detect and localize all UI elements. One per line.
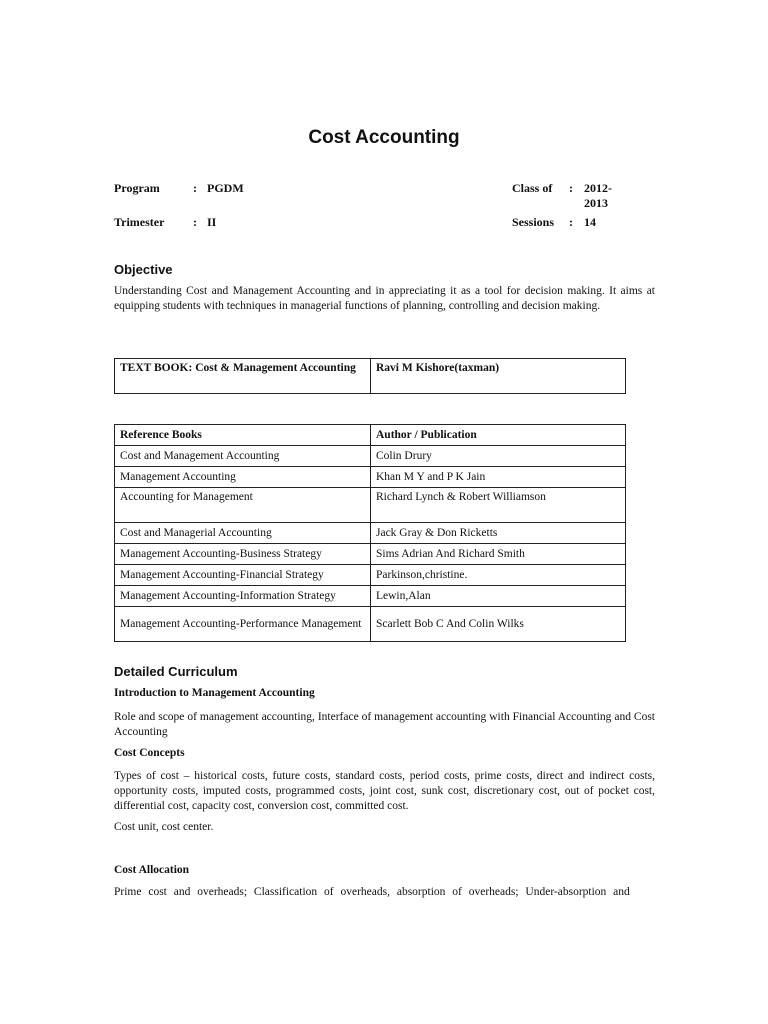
curriculum-heading: Detailed Curriculum [114, 664, 238, 679]
page-title: Cost Accounting [308, 127, 460, 148]
textbook-table [114, 358, 626, 394]
table-row [115, 488, 626, 523]
table-row [115, 544, 626, 565]
column-header: Author / Publication [371, 425, 626, 446]
concepts-text: Types of cost – historical costs, future costs, standard costs, period costs, prime costs, direct and indirect costs, opportunity costs, imputed costs, programmed costs, joint cost, sunk cost, discretionary cost, out of pocket cost, differential cost, capacity cost, conversion cost, committed cost. [114, 770, 655, 812]
table-cell: Colin Drury [371, 446, 626, 467]
table-cell: Management Accounting-Performance Management [115, 607, 371, 642]
objective-heading: Objective [114, 262, 173, 277]
table-cell: Richard Lynch & Robert Williamson [371, 488, 626, 523]
sessions-colon: : [569, 215, 573, 229]
table-cell: Jack Gray & Don Ricketts [371, 523, 626, 544]
table-cell: Management Accounting-Financial Strategy [115, 565, 371, 586]
intro-text: Role and scope of management accounting, Interface of management accounting with Financial Accounting and Cost Accounting [114, 711, 655, 738]
table-cell: Management Accounting [115, 467, 371, 488]
concepts-text-2: Cost unit, cost center. [114, 821, 214, 833]
table-row [115, 523, 626, 544]
trimester-colon: : [193, 215, 197, 229]
sessions-label: Sessions [512, 215, 555, 229]
table-row [115, 565, 626, 586]
table-row [115, 607, 626, 642]
table-cell: Cost and Managerial Accounting [115, 523, 371, 544]
table-row [115, 359, 626, 394]
objective-text: Understanding Cost and Management Accounting and in appreciating it as a tool for decision making. It aims at equipping students with techniques in managerial functions of planning, controlling and decision making. [114, 285, 655, 312]
table-row [115, 586, 626, 607]
table-cell: Parkinson,christine. [371, 565, 626, 586]
table-cell: Management Accounting-Information Strategy [115, 586, 371, 607]
class-value-line1: 2012- [584, 181, 612, 195]
table-cell: Lewin,Alan [371, 586, 626, 607]
sessions-value: 14 [584, 215, 596, 229]
table-row [115, 467, 626, 488]
table-cell: Sims Adrian And Richard Smith [371, 544, 626, 565]
table-cell: Management Accounting-Business Strategy [115, 544, 371, 565]
class-colon: : [569, 181, 573, 195]
table-cell: Accounting for Management [115, 488, 371, 523]
concepts-heading: Cost Concepts [114, 747, 185, 759]
program-value: PGDM [207, 181, 244, 195]
allocation-heading: Cost Allocation [114, 864, 190, 876]
column-header: Reference Books [115, 425, 371, 446]
program-colon: : [193, 181, 197, 195]
trimester-label: Trimester [114, 215, 165, 229]
allocation-text: Prime cost and overheads; Classification of overheads, absorption of overheads; Under-absorption and [114, 886, 630, 898]
table-cell: Scarlett Bob C And Colin Wilks [371, 607, 626, 642]
table-cell: Khan M Y and P K Jain [371, 467, 626, 488]
textbook-author: Ravi M Kishore(taxman) [371, 359, 626, 394]
table-header-row [115, 425, 626, 446]
table-cell: Cost and Management Accounting [115, 446, 371, 467]
trimester-value: II [207, 215, 217, 229]
reference-table [114, 424, 626, 642]
intro-heading: Introduction to Management Accounting [114, 687, 315, 699]
class-label: Class of [512, 181, 553, 195]
program-label: Program [114, 181, 160, 195]
class-value-line2: 2013 [584, 196, 608, 210]
textbook-label: TEXT BOOK: Cost & Management Accounting [115, 359, 371, 394]
table-row [115, 446, 626, 467]
